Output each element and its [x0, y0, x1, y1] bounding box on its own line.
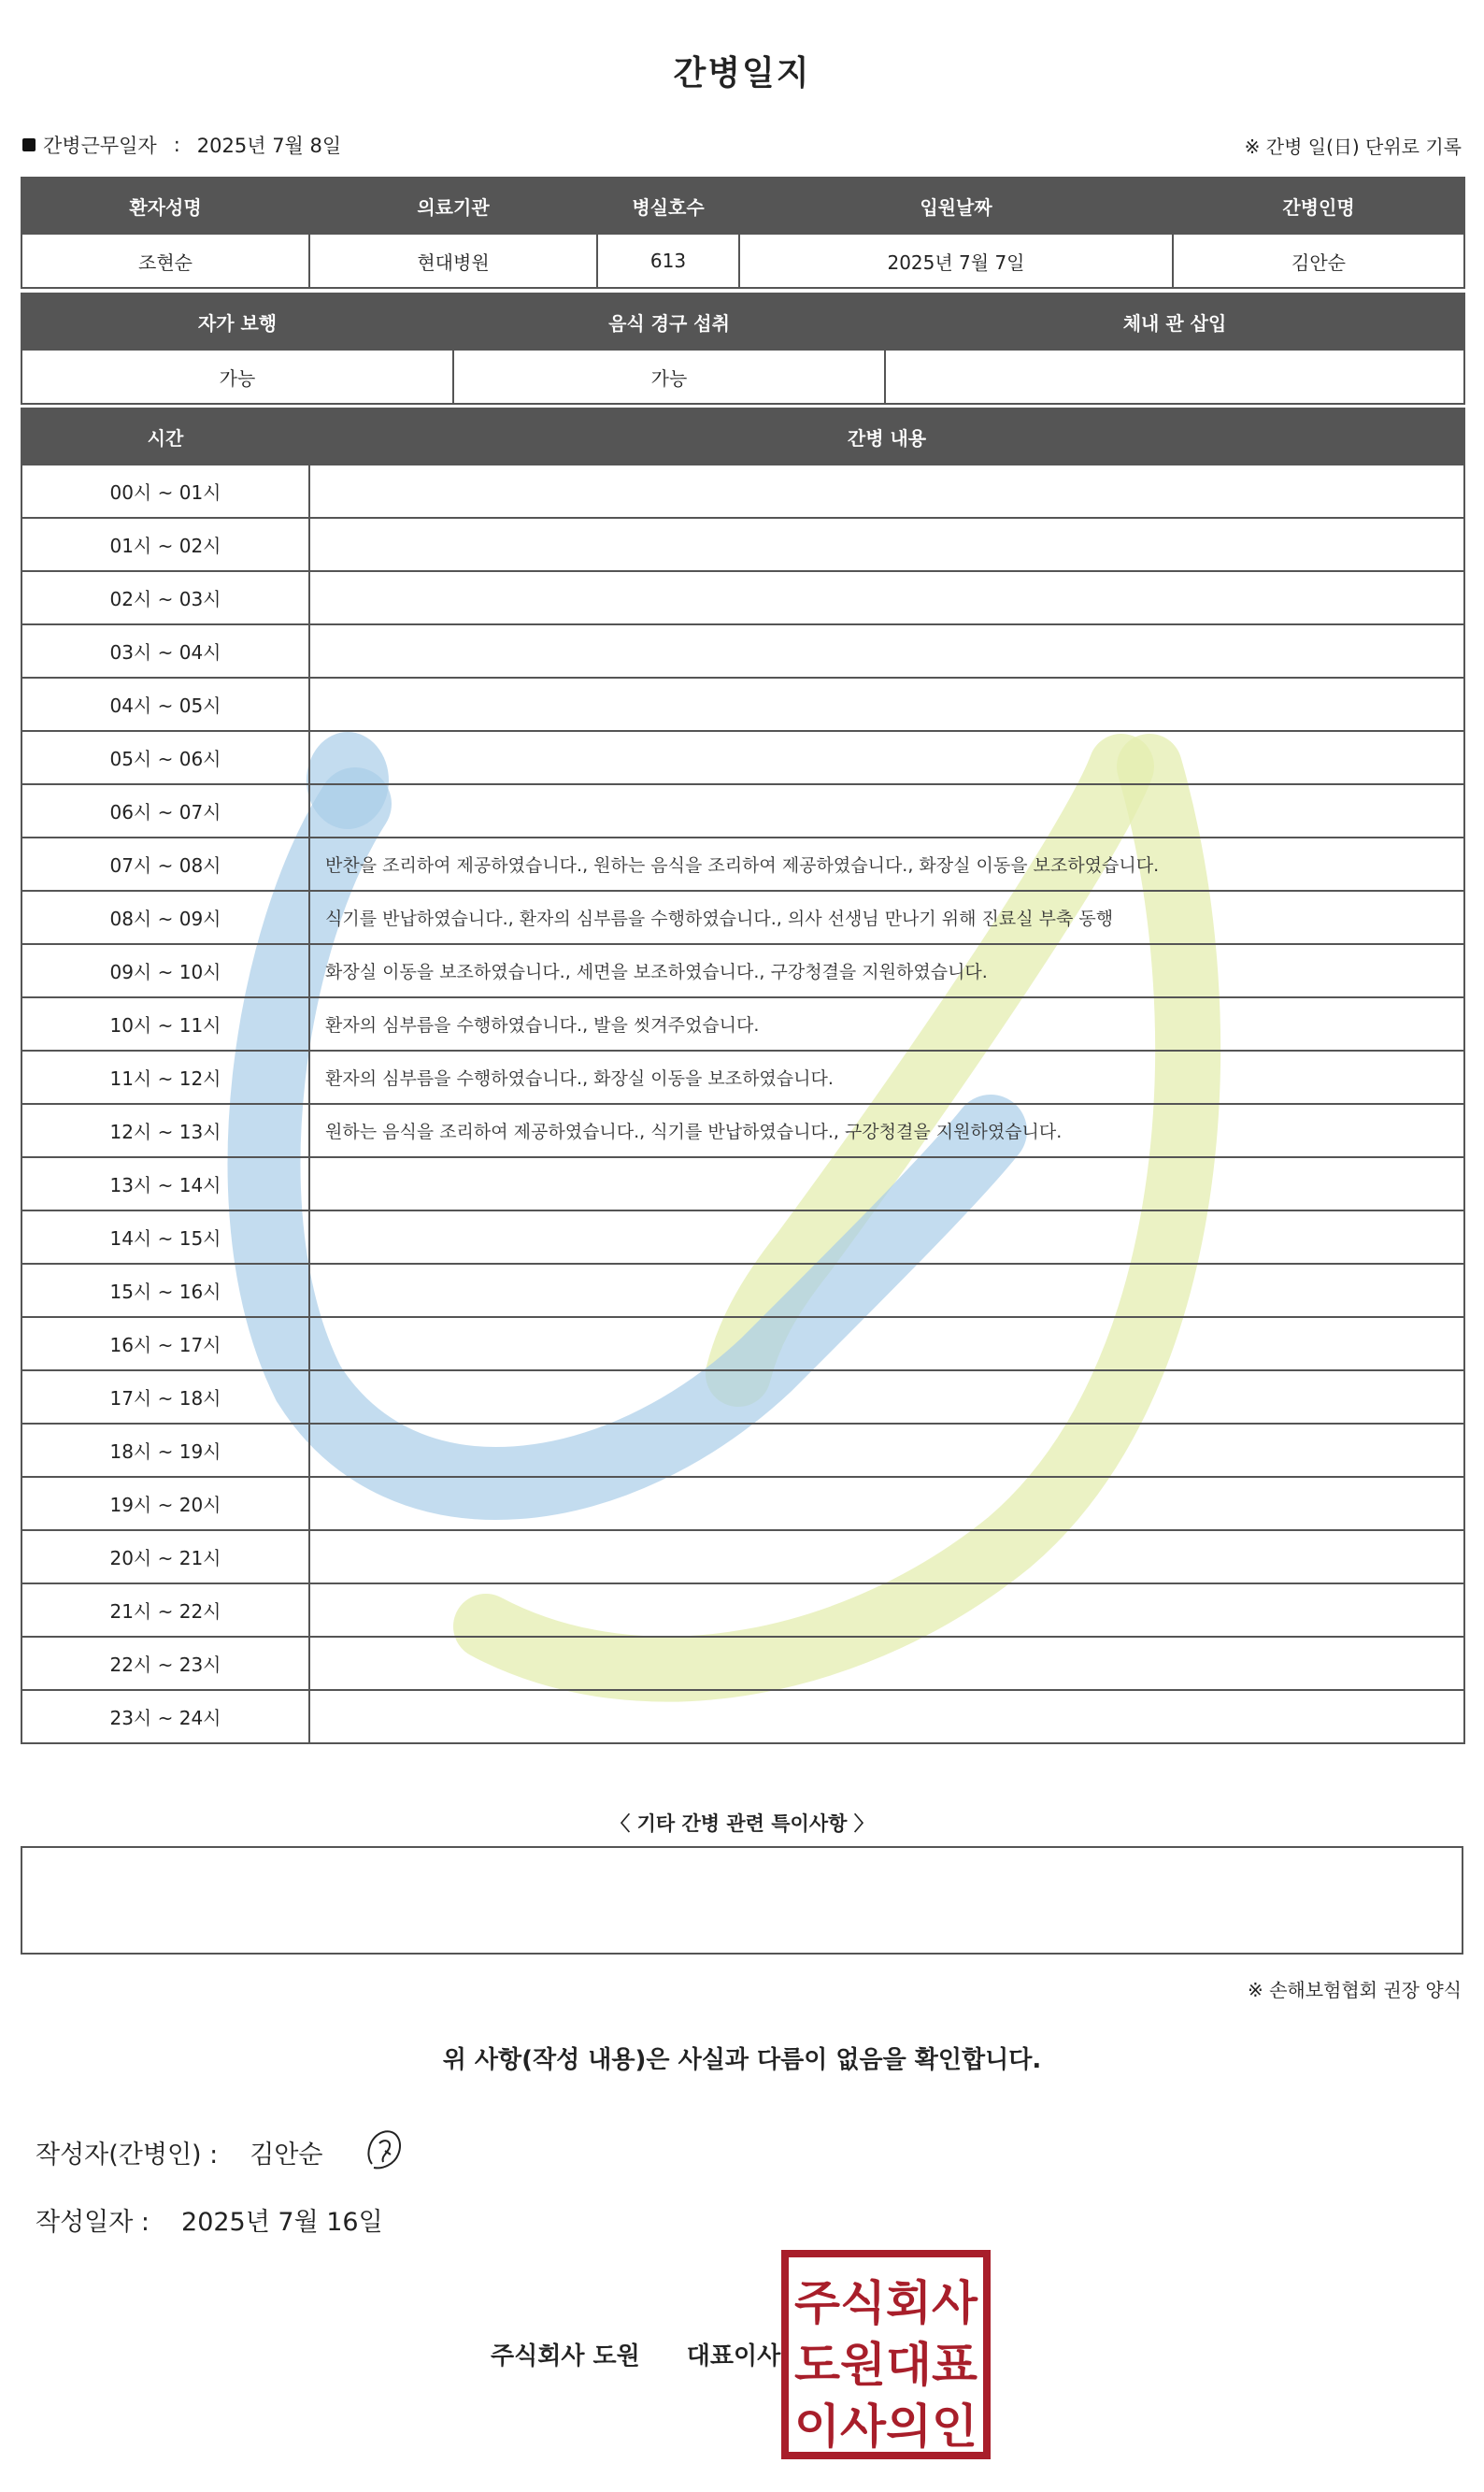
header-hospital: 의료기관 [309, 178, 597, 234]
care-content [309, 1210, 1464, 1264]
time-slot: 05시 ~ 06시 [21, 731, 309, 784]
care-content [309, 784, 1464, 838]
patient-header-row [21, 178, 1464, 234]
table-row [21, 1317, 1464, 1370]
hospital-name: 현대병원 [309, 234, 597, 288]
form-source-note: ※ 손해보험협회 권장 양식 [1247, 1979, 1462, 2001]
time-slot: 08시 ~ 09시 [21, 891, 309, 944]
room-number: 613 [597, 234, 739, 288]
time-slot: 03시 ~ 04시 [21, 624, 309, 678]
time-slot: 00시 ~ 01시 [21, 465, 309, 518]
time-slot: 20시 ~ 21시 [21, 1530, 309, 1583]
writer-label: 작성자(간병인) : [36, 2141, 219, 2170]
time-slot: 16시 ~ 17시 [21, 1317, 309, 1370]
work-date-value: 2025년 7월 8일 [196, 135, 342, 157]
work-date-label: 간병근무일자 [43, 135, 157, 157]
patient-status-table [21, 293, 1465, 405]
care-content: 원하는 음식을 조리하여 제공하였습니다., 식기를 반납하였습니다., 구강청결을 지원하였습니다. [309, 1104, 1464, 1157]
care-content [309, 1583, 1464, 1637]
table-row [21, 1477, 1464, 1530]
svg-text:도원대표: 도원대표 [794, 2338, 978, 2392]
written-date-value: 2025년 7월 16일 [181, 2208, 383, 2237]
time-slot: 18시 ~ 19시 [21, 1424, 309, 1477]
time-slot: 14시 ~ 15시 [21, 1210, 309, 1264]
confirmation-statement: 위 사항(작성 내용)은 사실과 다름이 없음을 확인합니다. [442, 2046, 1042, 2074]
special-notes-title: 〈 기타 간병 관련 특이사항 〉 [610, 1812, 874, 1835]
table-row [21, 731, 1464, 784]
time-slot: 13시 ~ 14시 [21, 1157, 309, 1210]
care-content: 반찬을 조리하여 제공하였습니다., 원하는 음식을 조리하여 제공하였습니다., 화장실 이동을 보조하였습니다. [309, 838, 1464, 891]
care-content [309, 1637, 1464, 1690]
caregiver-name: 김안순 [1173, 234, 1464, 288]
company-name: 주식회사 도원 [491, 2342, 640, 2370]
care-content [309, 1530, 1464, 1583]
table-row [21, 944, 1464, 997]
handwritten-signature [363, 2127, 407, 2173]
header-room-number: 병실호수 [597, 178, 739, 234]
care-log-table [21, 408, 1465, 1744]
header-care-content: 간병 내용 [309, 408, 1464, 465]
time-slot: 19시 ~ 20시 [21, 1477, 309, 1530]
header-caregiver-name: 간병인명 [1173, 178, 1464, 234]
header-patient-name: 환자성명 [21, 178, 309, 234]
self-walking-value: 가능 [21, 350, 453, 404]
svg-text:주식회사: 주식회사 [794, 2276, 978, 2330]
header-tube-insertion: 체내 관 삽입 [885, 294, 1464, 350]
log-header-row [21, 408, 1464, 465]
time-slot: 15시 ~ 16시 [21, 1264, 309, 1317]
header-time: 시간 [21, 408, 309, 465]
care-content [309, 571, 1464, 624]
table-row [21, 1157, 1464, 1210]
care-content [309, 624, 1464, 678]
table-row [21, 1583, 1464, 1637]
care-content [309, 1317, 1464, 1370]
time-slot: 10시 ~ 11시 [21, 997, 309, 1051]
written-date-row [36, 2201, 383, 2238]
table-row [21, 571, 1464, 624]
special-notes-box [21, 1846, 1463, 1955]
time-slot: 17시 ~ 18시 [21, 1370, 309, 1424]
work-date-row [22, 131, 341, 159]
table-row [21, 1424, 1464, 1477]
time-slot: 22시 ~ 23시 [21, 1637, 309, 1690]
header-self-walking: 자가 보행 [21, 294, 453, 350]
care-content: 식기를 반납하였습니다., 환자의 심부름을 수행하였습니다., 의사 선생님 만나기 위해 진료실 부축 동행 [309, 891, 1464, 944]
table-row [21, 1264, 1464, 1317]
record-note: ※ 간병 일(日) 단위로 기록 [1244, 136, 1462, 158]
table-row [21, 1370, 1464, 1424]
patient-name: 조현순 [21, 234, 309, 288]
time-slot: 06시 ~ 07시 [21, 784, 309, 838]
table-row [21, 891, 1464, 944]
table-row [21, 1637, 1464, 1690]
table-row [21, 997, 1464, 1051]
care-content: 환자의 심부름을 수행하였습니다., 화장실 이동을 보조하였습니다. [309, 1051, 1464, 1104]
table-row [21, 1104, 1464, 1157]
time-slot: 09시 ~ 10시 [21, 944, 309, 997]
table-row [21, 624, 1464, 678]
writer-name: 김안순 [250, 2141, 323, 2170]
care-content [309, 1477, 1464, 1530]
status-header-row [21, 294, 1464, 350]
care-content [309, 1264, 1464, 1317]
header-admission-date: 입원날짜 [739, 178, 1173, 234]
table-row [21, 1690, 1464, 1743]
tube-insertion-value [885, 350, 1464, 404]
time-slot: 21시 ~ 22시 [21, 1583, 309, 1637]
care-content [309, 678, 1464, 731]
table-row [21, 518, 1464, 571]
care-content: 환자의 심부름을 수행하였습니다., 발을 씻겨주었습니다. [309, 997, 1464, 1051]
care-content [309, 731, 1464, 784]
time-slot: 04시 ~ 05시 [21, 678, 309, 731]
table-row [21, 678, 1464, 731]
ceo-title: 대표이사 [686, 2342, 781, 2370]
care-content [309, 518, 1464, 571]
written-date-label: 작성일자 : [36, 2208, 150, 2237]
table-row [21, 838, 1464, 891]
time-slot: 23시 ~ 24시 [21, 1690, 309, 1743]
company-seal-stamp [781, 2250, 991, 2459]
patient-value-row [21, 234, 1464, 288]
table-row [21, 1051, 1464, 1104]
time-slot: 01시 ~ 02시 [21, 518, 309, 571]
work-date-separator: : [173, 134, 180, 156]
writer-row [36, 2134, 323, 2170]
oral-intake-value: 가능 [453, 350, 885, 404]
table-row [21, 1210, 1464, 1264]
svg-text:이사의인: 이사의인 [794, 2399, 977, 2454]
time-slot: 07시 ~ 08시 [21, 838, 309, 891]
care-content: 화장실 이동을 보조하였습니다., 세면을 보조하였습니다., 구강청결을 지원하였습니다. [309, 944, 1464, 997]
time-slot: 11시 ~ 12시 [21, 1051, 309, 1104]
patient-info-table [21, 177, 1465, 289]
square-bullet-icon [22, 138, 36, 151]
status-value-row [21, 350, 1464, 404]
time-slot: 12시 ~ 13시 [21, 1104, 309, 1157]
care-content [309, 1370, 1464, 1424]
care-content [309, 1424, 1464, 1477]
company-signature-line [491, 2337, 780, 2371]
header-oral-intake: 음식 경구 섭취 [453, 294, 885, 350]
table-row [21, 1530, 1464, 1583]
care-content [309, 1690, 1464, 1743]
care-content [309, 465, 1464, 518]
table-row [21, 465, 1464, 518]
time-slot: 02시 ~ 03시 [21, 571, 309, 624]
document-title: 간병일지 [673, 54, 811, 93]
care-content [309, 1157, 1464, 1210]
table-row [21, 784, 1464, 838]
admission-date: 2025년 7월 7일 [739, 234, 1173, 288]
